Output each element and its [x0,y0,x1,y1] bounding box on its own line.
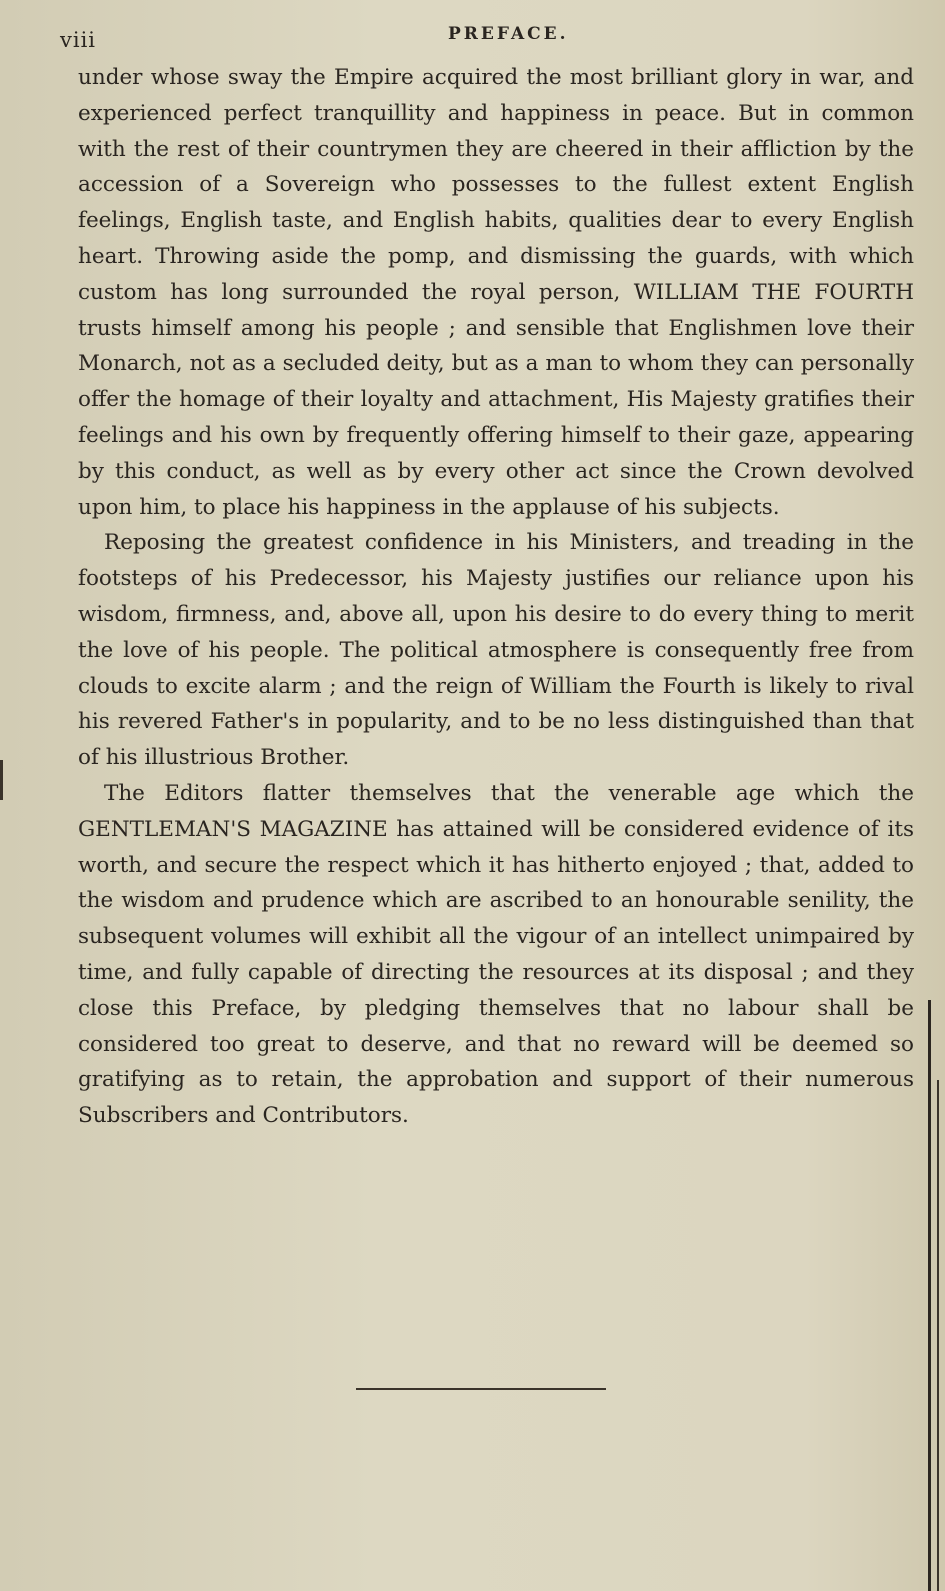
running-head: PREFACE. [448,24,569,44]
page-edge-shadow-outer [937,1080,939,1591]
closing-rule [356,1388,606,1390]
paragraph-ministers: Reposing the greatest confidence in his Ministers, and treading in the footsteps of his Predecessor, his Majesty justifies our reliance upon his wisdom, firmness, and, above all, upon his desire to do every thing to merit the love of his people. The political atmosphere is consequently free from clouds to excite alarm ; and the reign of William the Fourth is likely to rival his revered Father's in popularity, and to be no less distinguished than that of his illustrious Brother. [78,530,914,771]
body-text [78,60,914,1134]
paragraph-continuation: under whose sway the Empire acquired the most brilliant glory in war, and experienced perfect tranquillity and happiness in peace. But in common with the rest of their countrymen they are cheered in their affliction by the accession of a Sovereign who possesses to the fullest extent English feelings, English taste, and English habits, qualities dear to every English heart. Throwing aside the pomp, and dismissing the guards, with which custom has long surrounded the royal person, WILLIAM THE FOURTH trusts himself among his people ; and sensible that Englishmen love their Monarch, not as a secluded deity, but as a man to whom they can personally offer the homage of their loyalty and attachment, His Majesty gratifies their feelings and his own by frequently offering himself to their gaze, appearing by this conduct, as well as by every other act since the Crown devolved upon him, to place his happiness in the applause of his subjects. [78,65,914,520]
page-header [0,18,945,52]
page-edge-shadow [928,1000,931,1591]
page-number: viii [60,28,97,52]
binding-mark [0,760,3,800]
paragraph-editors: The Editors flatter themselves that the venerable age which the GENTLEMAN'S MAGAZINE has attained will be considered evidence of its worth, and secure the respect which it has hitherto enjoyed ; that, added to the wisdom and prudence which are ascribed to an honourable senility, the subsequent volumes will exhibit all the vigour of an intellect unimpaired by time, and fully capable of directing the resources at its disposal ; and they close this Preface, by pledging themselves that no labour shall be considered too great to deserve, and that no reward will be deemed so gratifying as to retain, the approbation and support of their numerous Subscribers and Contributors. [78,780,914,1129]
